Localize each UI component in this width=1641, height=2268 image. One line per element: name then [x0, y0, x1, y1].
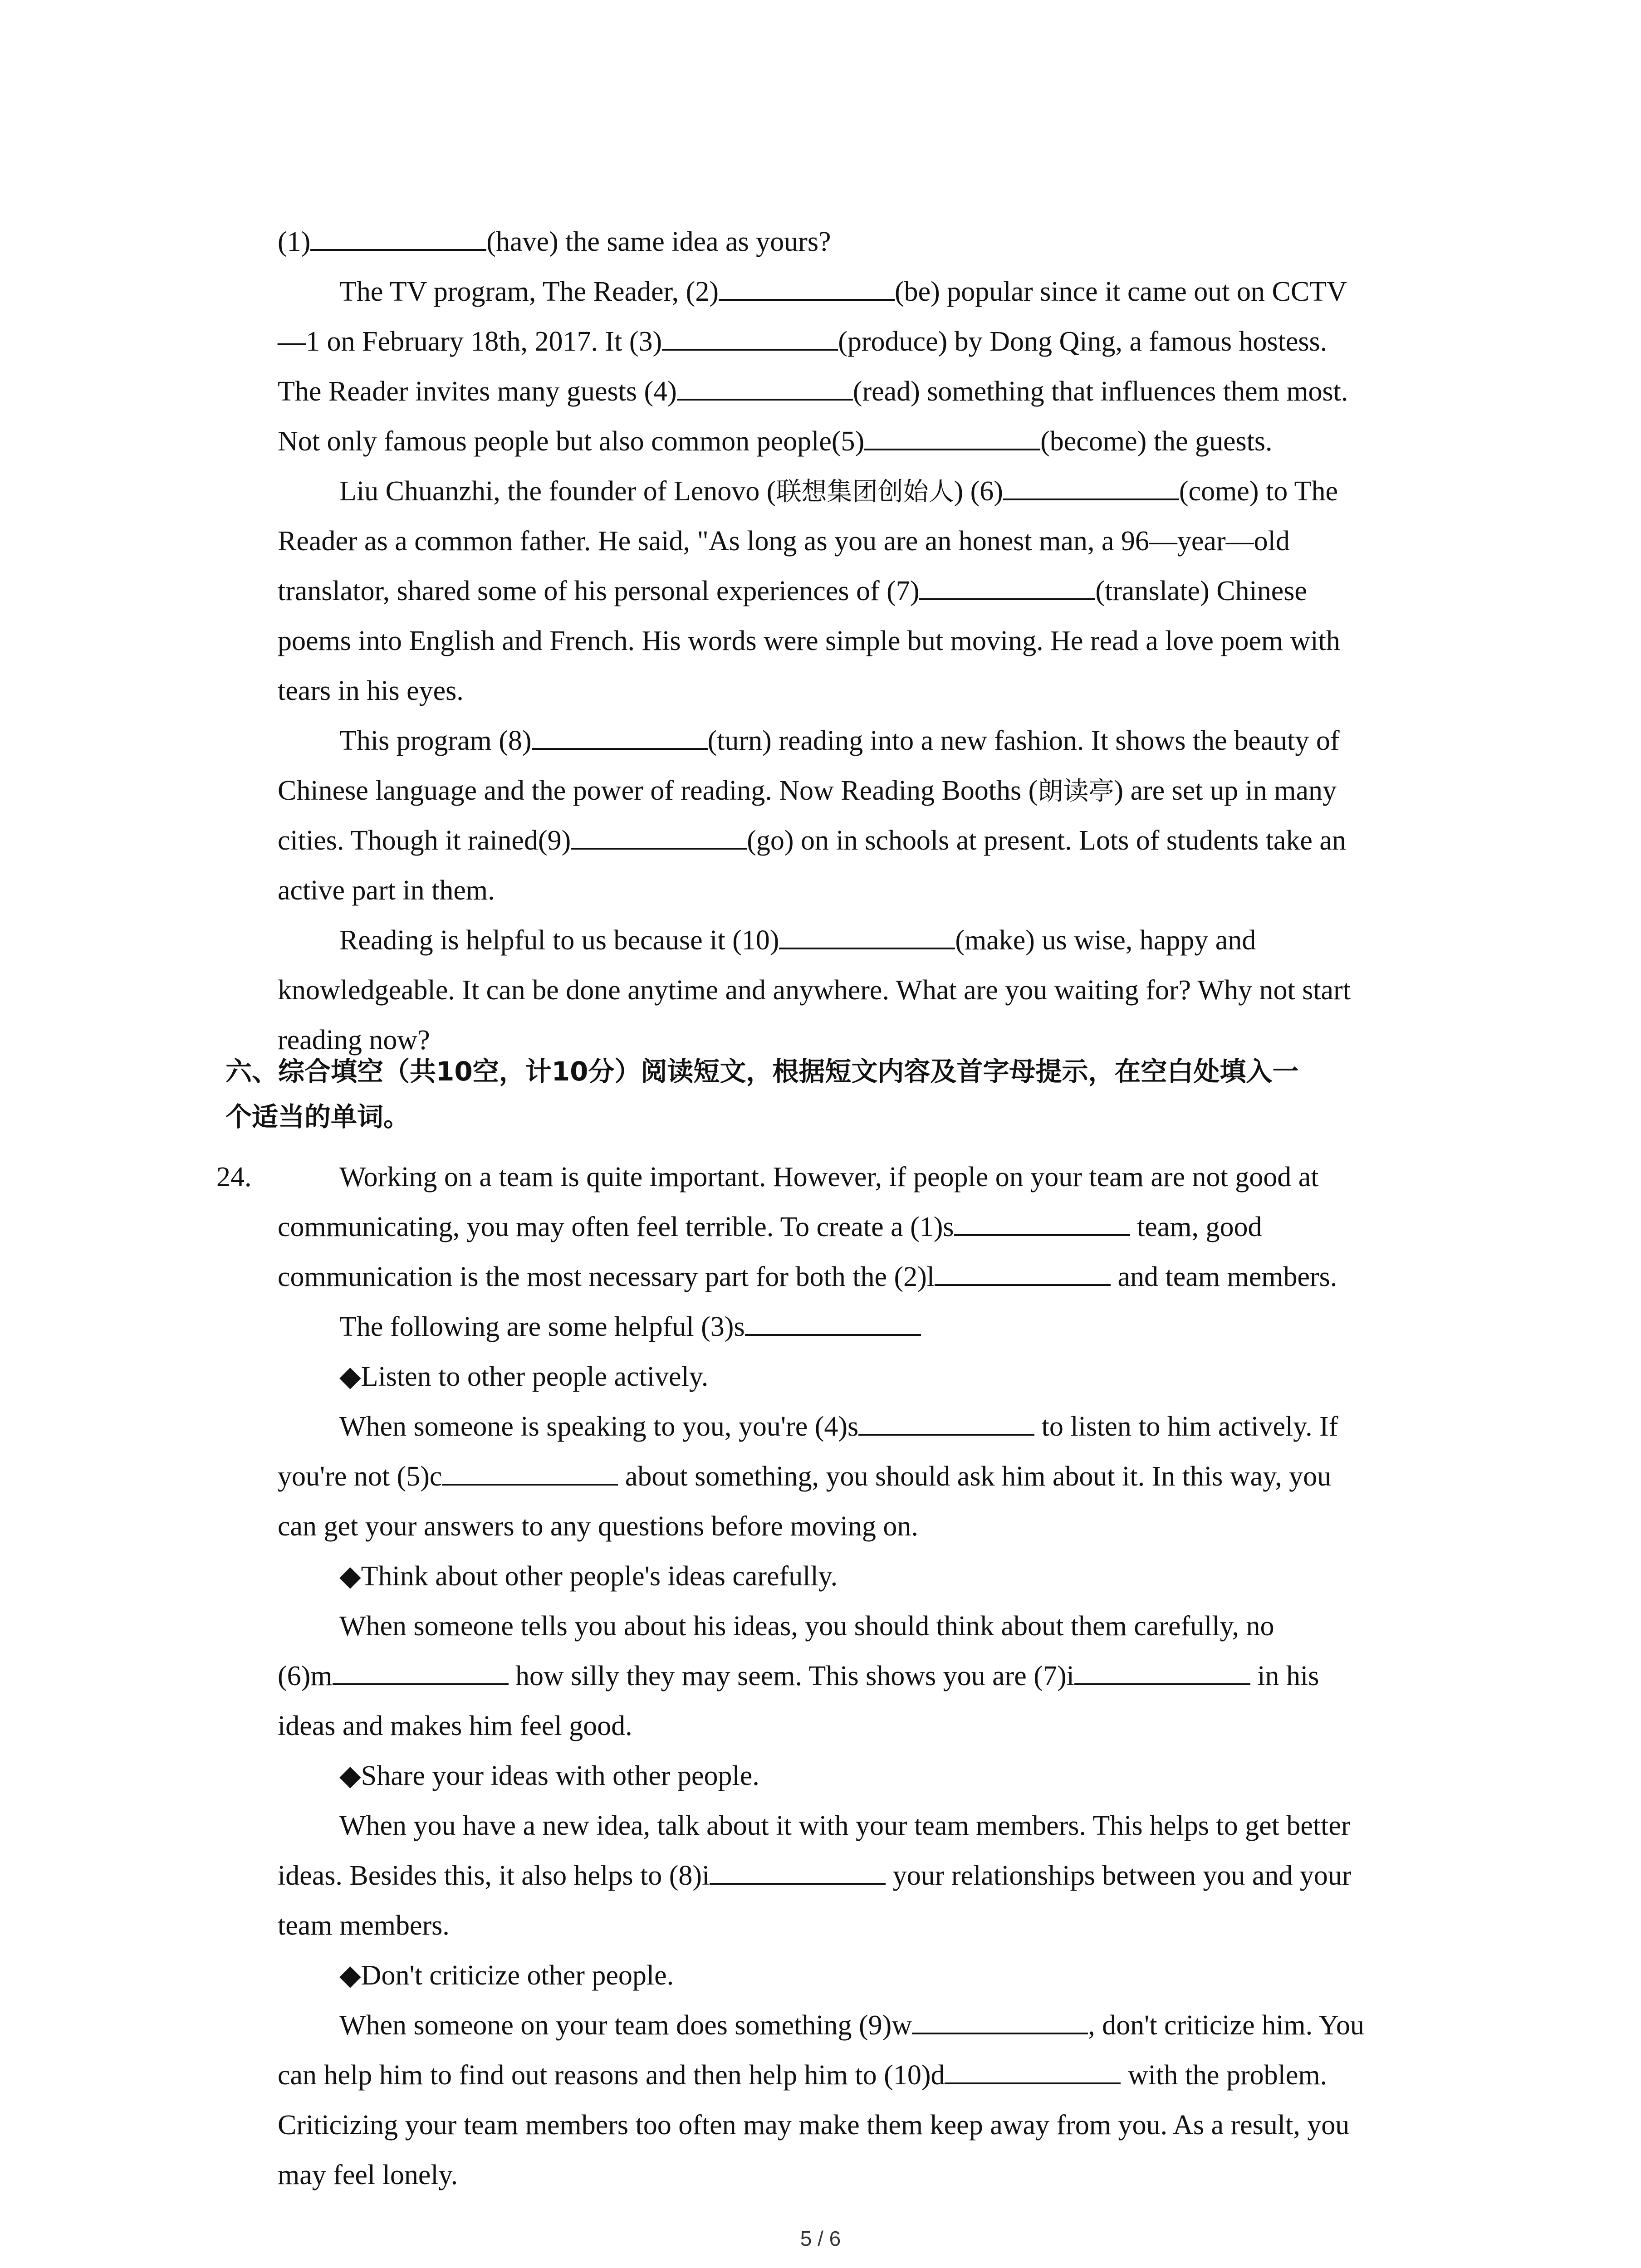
- answer-blank[interactable]: [333, 1656, 509, 1685]
- text-line: [278, 1402, 1457, 1452]
- text-line: [278, 267, 1457, 317]
- text-segment: —1 on February 18th, 2017. It (3): [278, 326, 662, 357]
- text-segment: When someone on your team does something (9)w: [339, 2010, 912, 2041]
- answer-blank[interactable]: [779, 920, 955, 949]
- text-segment: tears in his eyes.: [278, 675, 464, 706]
- text-line: [278, 1352, 1457, 1402]
- text-line: [278, 1751, 1457, 1801]
- text-line: [278, 317, 1457, 367]
- text-line: [278, 1202, 1457, 1252]
- text-line: [278, 466, 1457, 516]
- text-line: [278, 1551, 1457, 1601]
- text-segment: active part in them.: [278, 875, 495, 906]
- text-segment: knowledgeable. It can be done anytime and anywhere. What are you waiting for? Why not start: [278, 975, 1351, 1006]
- text-line: [278, 367, 1457, 416]
- answer-blank[interactable]: [719, 272, 895, 301]
- chinese-gloss: 联想集团创始人: [776, 477, 954, 507]
- answer-blank[interactable]: [919, 571, 1095, 600]
- question-number: 24.: [216, 1162, 252, 1193]
- text-segment: This program (8): [339, 725, 532, 756]
- text-segment: The following are some helpful (3)s: [339, 1311, 745, 1342]
- text-segment: When you have a new idea, talk about it with your team members. This helps to get better: [339, 1810, 1351, 1841]
- text-line: [278, 1152, 1457, 1202]
- text-segment: Working on a team is quite important. However, if people on your team are not good at: [339, 1162, 1319, 1193]
- text-segment: , don't criticize him. You: [1088, 2010, 1364, 2041]
- text-segment: Reading is helpful to us because it (10): [339, 925, 779, 956]
- text-line: [278, 1601, 1457, 1651]
- section-heading-line: 六、综合填空（共10空，计10分）阅读短文，根据短文内容及首字母提示，在空白处填入一: [225, 1056, 1299, 1087]
- text-line: [278, 416, 1457, 466]
- text-line: [278, 1950, 1457, 2000]
- page-number: 5 / 6: [800, 2227, 841, 2250]
- text-segment: When someone is speaking to you, you're (4)s: [339, 1411, 859, 1442]
- reading-passage-teamwork: [216, 1152, 1457, 2200]
- text-segment: Chinese language and the power of reading. Now Reading Booths (: [278, 775, 1038, 806]
- answer-blank[interactable]: [677, 371, 853, 401]
- answer-blank[interactable]: [858, 1407, 1034, 1436]
- text-segment: (be) popular since it came out on CCTV: [894, 276, 1347, 307]
- text-line: [278, 1651, 1457, 1701]
- text-line: [278, 2100, 1457, 2150]
- text-segment: (1): [278, 226, 311, 257]
- text-segment: ideas. Besides this, it also helps to (8)i: [278, 1860, 710, 1891]
- answer-blank[interactable]: [1003, 471, 1179, 500]
- text-line: [278, 716, 1457, 766]
- text-segment: communicating, you may often feel terrible. To create a (1)s: [278, 1212, 954, 1242]
- text-segment: ◆Share your ideas with other people.: [339, 1760, 759, 1791]
- text-segment: reading now?: [278, 1025, 430, 1056]
- text-segment: (produce) by Dong Qing, a famous hostess.: [838, 326, 1327, 357]
- text-segment: (make) us wise, happy and: [955, 925, 1256, 956]
- text-line: [278, 965, 1457, 1015]
- text-segment: to listen to him actively. If: [1034, 1411, 1338, 1442]
- text-segment: communication is the most necessary part for both the (2)l: [278, 1261, 935, 1292]
- text-segment: Liu Chuanzhi, the founder of Lenovo (: [339, 476, 776, 507]
- text-segment: (read) something that influences them most.: [852, 376, 1348, 407]
- text-segment: (6)m: [278, 1661, 333, 1691]
- text-segment: team members.: [278, 1910, 450, 1941]
- text-line: [278, 915, 1457, 965]
- text-line: [278, 2050, 1457, 2100]
- text-segment: ◆Listen to other people actively.: [339, 1361, 709, 1392]
- text-line: [278, 816, 1457, 865]
- answer-blank[interactable]: [864, 421, 1040, 450]
- text-segment: ideas and makes him feel good.: [278, 1711, 632, 1741]
- text-segment: and team members.: [1111, 1261, 1337, 1292]
- answer-blank[interactable]: [745, 1307, 921, 1336]
- answer-blank[interactable]: [1074, 1656, 1250, 1685]
- text-segment: cities. Though it rained(9): [278, 825, 571, 856]
- answer-blank[interactable]: [912, 2005, 1088, 2034]
- text-line: [278, 2000, 1457, 2050]
- text-line: [278, 766, 1457, 816]
- text-line: [278, 1302, 1457, 1352]
- text-segment: ) (6): [954, 476, 1003, 507]
- answer-blank[interactable]: [442, 1457, 618, 1486]
- text-line: [278, 1501, 1457, 1551]
- text-segment: how silly they may seem. This shows you are (7)i: [508, 1661, 1074, 1691]
- text-segment: (become) the guests.: [1040, 426, 1273, 457]
- text-segment: may feel lonely.: [278, 2160, 458, 2190]
- text-line: [278, 666, 1457, 716]
- answer-blank[interactable]: [310, 222, 486, 251]
- text-line: [278, 1901, 1457, 1950]
- text-line: [278, 2150, 1457, 2200]
- text-segment: (translate) Chinese: [1095, 576, 1307, 606]
- answer-blank[interactable]: [662, 322, 838, 351]
- text-segment: (have) the same idea as yours?: [486, 226, 831, 257]
- answer-blank[interactable]: [532, 721, 708, 750]
- text-segment: ◆Think about other people's ideas carefully.: [339, 1561, 838, 1592]
- text-line: [278, 1851, 1457, 1901]
- text-segment: The TV program, The Reader, (2): [339, 276, 719, 307]
- chinese-gloss: 朗读亭: [1038, 777, 1114, 806]
- text-line: [278, 1252, 1457, 1302]
- text-segment: Not only famous people but also common people(5): [278, 426, 865, 457]
- answer-blank[interactable]: [945, 2055, 1121, 2084]
- text-line: [278, 865, 1457, 915]
- text-segment: can help him to find out reasons and then help him to (10)d: [278, 2060, 945, 2091]
- text-segment: Criticizing your team members too often may make them keep away from you. As a result, you: [278, 2110, 1350, 2141]
- section-heading-line: 个适当的单词。: [225, 1101, 410, 1132]
- text-line: [278, 616, 1457, 666]
- text-segment: Reader as a common father. He said, "As long as you are an honest man, a 96—year—old: [278, 526, 1290, 557]
- text-line: [278, 516, 1457, 566]
- text-segment: ◆Don't criticize other people.: [339, 1960, 674, 1991]
- text-line: [278, 1701, 1457, 1751]
- answer-blank[interactable]: [571, 821, 747, 850]
- text-segment: The Reader invites many guests (4): [278, 376, 677, 407]
- text-segment: team, good: [1130, 1212, 1262, 1242]
- text-segment: (come) to The: [1179, 476, 1338, 507]
- text-segment: poems into English and French. His words were simple but moving. He read a love poem with: [278, 626, 1340, 656]
- text-segment: your relationships between you and your: [886, 1860, 1352, 1891]
- text-line: [278, 217, 1457, 267]
- answer-blank[interactable]: [710, 1856, 886, 1885]
- text-segment: (turn) reading into a new fashion. It shows the beauty of: [707, 725, 1340, 756]
- answer-blank[interactable]: [935, 1257, 1111, 1286]
- text-line: [278, 1452, 1457, 1501]
- text-segment: with the problem.: [1121, 2060, 1327, 2091]
- text-line: [278, 1801, 1457, 1851]
- text-line: [278, 566, 1457, 616]
- text-segment: about something, you should ask him about it. In this way, you: [618, 1461, 1332, 1492]
- text-segment: translator, shared some of his personal experiences of (7): [278, 576, 920, 606]
- text-segment: in his: [1250, 1661, 1319, 1691]
- text-segment: When someone tells you about his ideas, you should think about them carefully, no: [339, 1611, 1274, 1642]
- section-six-heading: [225, 1049, 1450, 1139]
- text-segment: you're not (5)c: [278, 1461, 442, 1492]
- text-segment: (go) on in schools at present. Lots of students take an: [747, 825, 1346, 856]
- answer-blank[interactable]: [954, 1207, 1130, 1236]
- text-segment: ) are set up in many: [1114, 775, 1337, 806]
- reading-passage-the-reader: [278, 217, 1457, 1065]
- text-segment: can get your answers to any questions before moving on.: [278, 1511, 918, 1542]
